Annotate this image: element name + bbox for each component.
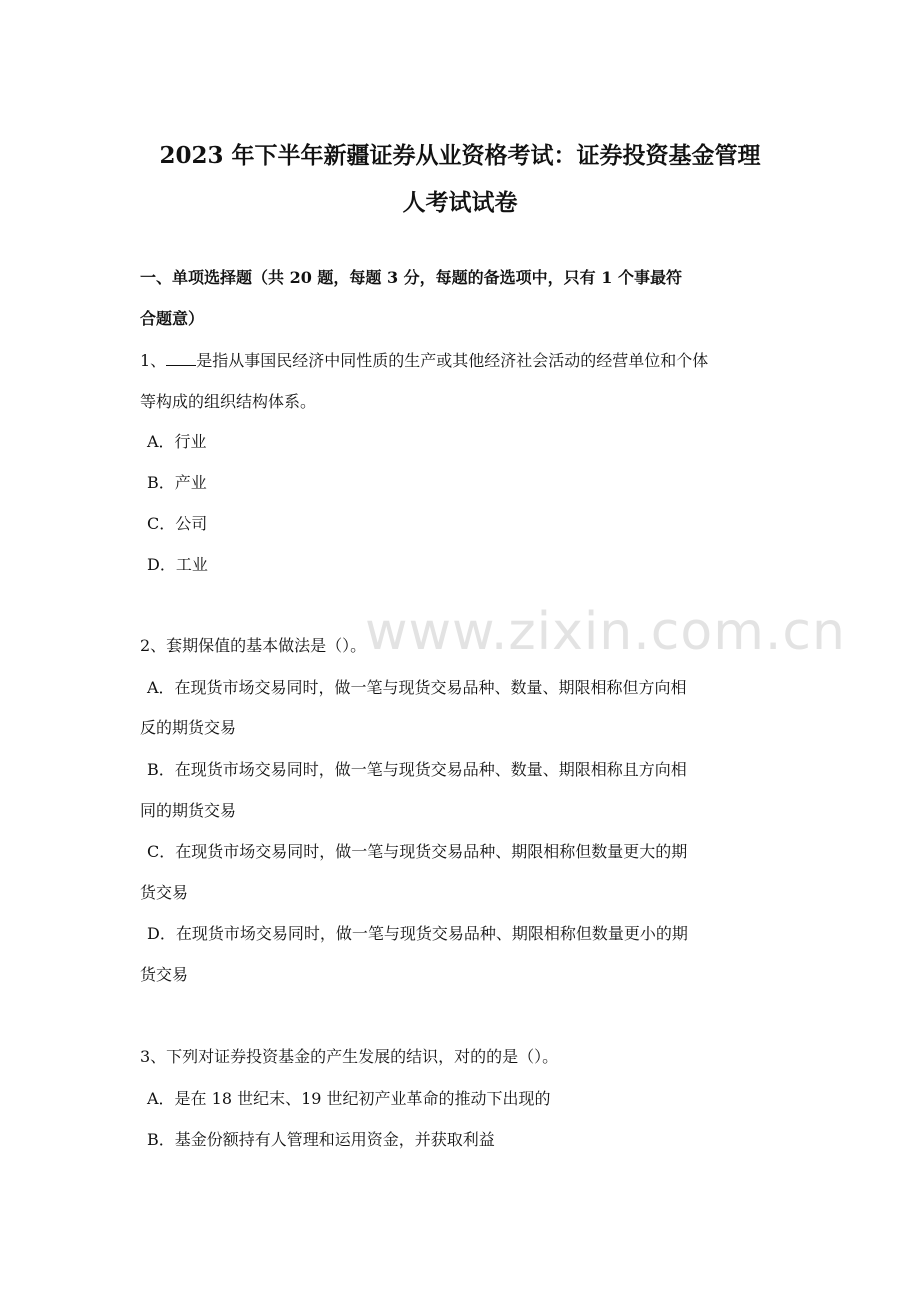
question-2-option-c-line2: 货交易 — [140, 883, 189, 902]
question-2-option-b-line1: B．在现货市场交易同时，做一笔与现货交易品种、数量、期限相称且方向相 — [147, 760, 687, 779]
question-2-option-d-line2: 货交易 — [140, 965, 189, 984]
section-heading-line2: 合题意） — [140, 309, 205, 328]
watermark-text: www.zixin.com.cn — [365, 602, 846, 662]
question-1-option-a: A．行业 — [147, 432, 207, 451]
question-2-option-b-line2: 同的期货交易 — [140, 801, 237, 820]
answer-blank — [166, 351, 196, 366]
document-title-line1: 2023 年下半年新疆证券从业资格考试：证券投资基金管理 — [159, 142, 761, 169]
question-1-stem-text: 是指从事国民经济中同性质的生产或其他经济社会活动的经营单位和个体 — [196, 351, 709, 370]
question-1-stem-line1 — [140, 349, 790, 373]
question-3-option-b: B．基金份额持有人管理和运用资金，并获取利益 — [147, 1130, 495, 1149]
question-1-stem-line2: 等构成的组织结构体系。 — [140, 392, 317, 411]
question-3-stem: 3、下列对证券投资基金的产生发展的结识，对的的是（）。 — [140, 1047, 559, 1066]
section-heading-line1: 一、单项选择题（共 20 题，每题 3 分，每题的备选项中，只有 1 个事最符 — [140, 268, 682, 287]
document-title-line2: 人考试试卷 — [402, 189, 518, 216]
question-2-stem: 2、套期保值的基本做法是（）。 — [140, 636, 367, 655]
question-1-option-d: D．工业 — [147, 555, 208, 574]
question-1-option-c: C．公司 — [147, 514, 208, 533]
question-2-option-d-line1: D．在现货市场交易同时，做一笔与现货交易品种、期限相称但数量更小的期 — [147, 924, 688, 943]
question-number: 1、 — [140, 351, 167, 370]
question-2-option-c-line1: C．在现货市场交易同时，做一笔与现货交易品种、期限相称但数量更大的期 — [147, 842, 688, 861]
question-1-option-b: B．产业 — [147, 473, 207, 492]
question-3-option-a: A．是在 18 世纪末、19 世纪初产业革命的推动下出现的 — [147, 1089, 551, 1108]
question-2-option-a-line1: A．在现货市场交易同时，做一笔与现货交易品种、数量、期限相称但方向相 — [147, 678, 687, 697]
question-2-option-a-line2: 反的期货交易 — [140, 718, 237, 737]
